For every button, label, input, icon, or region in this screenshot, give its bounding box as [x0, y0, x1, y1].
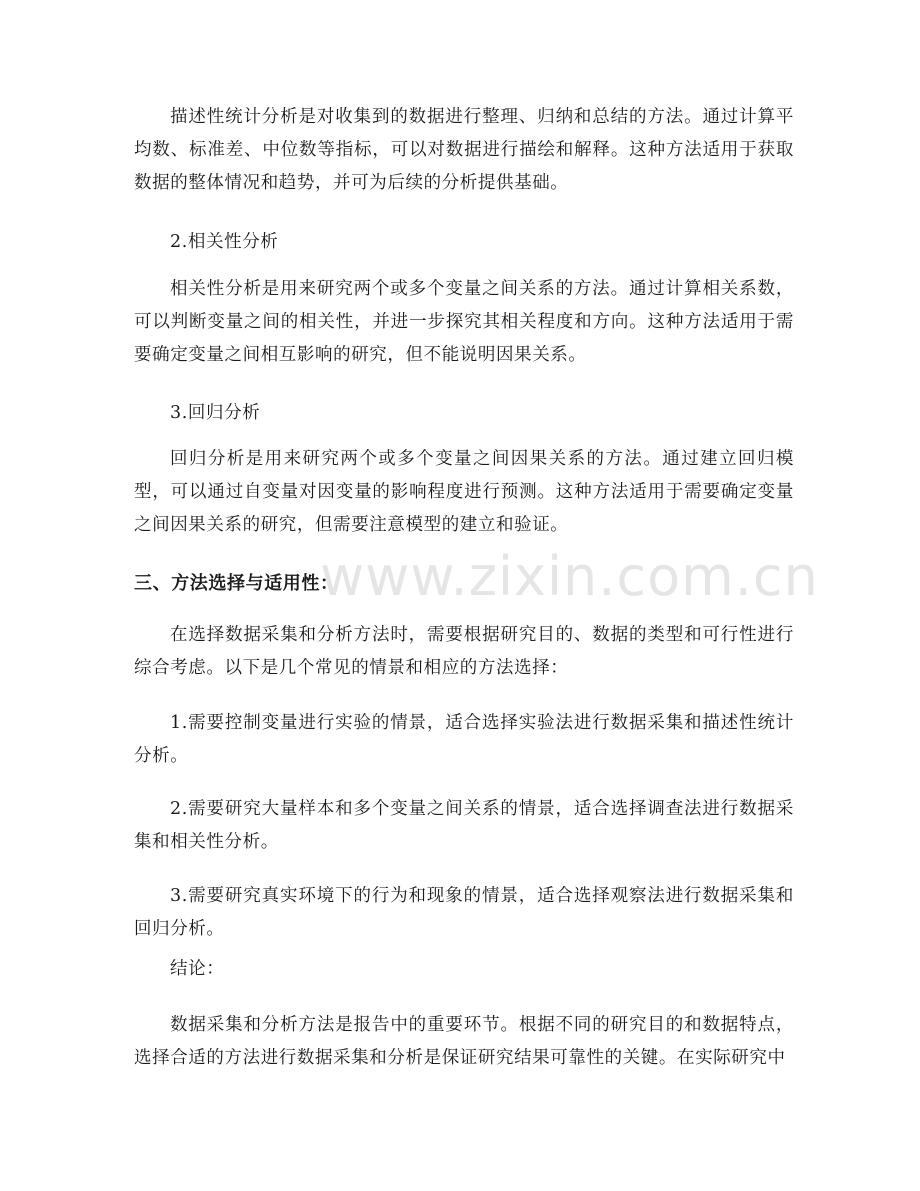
conclusion-label: 结论： [170, 959, 225, 979]
paragraph-regression-analysis: 回归分析是用来研究两个或多个变量之间因果关系的方法。通过建立回归模型，可以通过自变量对因变量的影响程度进行预测。这种方法适用于需要确定变量之间因果关系的研究，但需要注意模型的建立和验证。 [134, 449, 794, 535]
subheading-correlation-analysis: 2.相关性分析 [170, 232, 279, 252]
subheading-regression-analysis: 3.回归分析 [170, 403, 261, 423]
list-item-experiment: 1.需要控制变量进行实验的情景，适合选择实验法进行数据采集和描述性统计分析。 [134, 713, 794, 766]
list-item-observation: 3.需要研究真实环境下的行为和现象的情景，适合选择观察法进行数据采集和回归分析。 [134, 886, 794, 939]
section-heading: 三、方法选择与适用性： [134, 573, 339, 594]
list-item-survey: 2.需要研究大量样本和多个变量之间关系的情景，适合选择调查法进行数据采集和相关性分析。 [134, 799, 794, 852]
paragraph-method-selection: 在选择数据采集和分析方法时，需要根据研究目的、数据的类型和可行性进行综合考虑。以下是几个常见的情景和相应的方法选择： [134, 625, 794, 678]
watermark-text: www.zixin.com.cn [320, 545, 819, 608]
paragraph-descriptive-statistics: 描述性统计分析是对收集到的数据进行整理、归纳和总结的方法。通过计算平均数、标准差、中位数等指标，可以对数据进行描绘和解释。这种方法适用于获取数据的整体情况和趋势，并可为后续的分析提供基础。 [134, 107, 794, 193]
paragraph-correlation-analysis: 相关性分析是用来研究两个或多个变量之间关系的方法。通过计算相关系数，可以判断变量之间的相关性，并进一步探究其相关程度和方向。这种方法适用于需要确定变量之间相互影响的研究，但不能说明因果关系。 [134, 279, 794, 365]
paragraph-conclusion: 数据采集和分析方法是报告中的重要环节。根据不同的研究目的和数据特点，选择合适的方法进行数据采集和分析是保证研究结果可靠性的关键。在实际研究中 [134, 1015, 794, 1068]
